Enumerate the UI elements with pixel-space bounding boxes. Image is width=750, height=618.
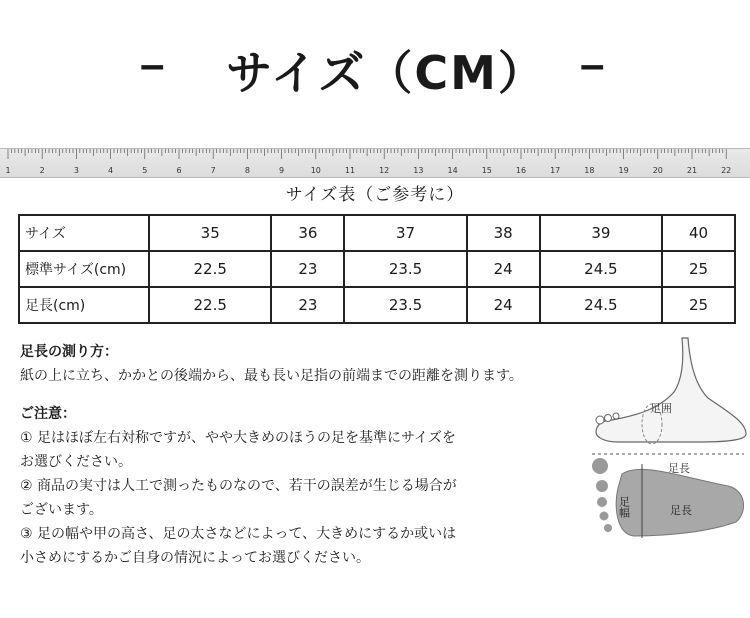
foot-diagram <box>578 336 750 596</box>
table-row <box>19 215 735 251</box>
table-cell: 24 <box>467 251 540 287</box>
ruler-tick-label: 10 <box>310 166 321 175</box>
ruler-tick-label: 21 <box>686 166 698 175</box>
ruler-tick-label: 16 <box>515 166 527 175</box>
ruler-tick-label: 8 <box>244 166 250 175</box>
ruler-tick-label: 15 <box>481 166 492 175</box>
ruler-tick-label: 14 <box>447 166 458 175</box>
note-line: ② 商品の実寸は人工で測ったものなので、若干の誤差が生じる場合が <box>20 478 457 494</box>
measure-text: 紙の上に立ち、かかとの後端から、最も長い足指の前端までの距離を測ります。 <box>20 368 523 384</box>
ruler-tick-label: 11 <box>344 166 356 175</box>
table-cell: 23 <box>271 251 344 287</box>
title-dash-right: – <box>580 40 605 89</box>
table-row <box>19 287 735 323</box>
table-cell: 35 <box>149 215 271 251</box>
table-cell: 22.5 <box>149 251 271 287</box>
table-cell: 39 <box>540 215 662 251</box>
table-cell: 23.5 <box>344 251 466 287</box>
ruler-tick-label: 19 <box>618 166 629 175</box>
table-cell: 23.5 <box>344 287 466 323</box>
title-dash-left: – <box>140 40 165 89</box>
foot-side-outline <box>596 338 746 442</box>
table-caption: サイズ表（ご参考に） <box>285 185 465 205</box>
page-title: サイズ（CM） <box>226 46 546 100</box>
row-header: サイズ <box>19 215 149 251</box>
ruler-tick-label: 9 <box>279 166 285 175</box>
table-row <box>19 251 735 287</box>
length-label-bottom: 足長 <box>670 504 692 517</box>
note-line: 小さめにするかご自身の情況によってお選びください。 <box>20 550 370 566</box>
length-label-top: 足長 <box>668 462 690 475</box>
foot-measurement-figure <box>578 336 750 596</box>
measure-heading: 足長の測り方： <box>20 344 118 360</box>
page-header <box>0 30 750 110</box>
table-cell: 25 <box>662 251 735 287</box>
table-cell: 22.5 <box>149 287 271 323</box>
ruler-tick-label: 22 <box>721 166 732 175</box>
size-table <box>18 214 736 324</box>
ruler-tick-label: 6 <box>176 166 182 175</box>
note-line: ございます。 <box>20 502 103 518</box>
foot-sole-shape <box>616 469 743 536</box>
row-header: 標準サイズ(cm) <box>19 251 149 287</box>
ruler-tick-label: 18 <box>584 166 595 175</box>
ruler-tick-label: 4 <box>108 166 114 175</box>
ruler-tick-label: 1 <box>5 166 11 175</box>
ruler-tick-label: 3 <box>73 166 79 175</box>
table-cell: 25 <box>662 287 735 323</box>
width-label: 足幅 <box>617 496 631 518</box>
ruler <box>0 148 750 178</box>
notes-heading: ご注意： <box>20 406 76 422</box>
ruler-tick-label: 2 <box>39 166 45 175</box>
ruler-tick-label: 20 <box>652 166 663 175</box>
ruler-tick-label: 17 <box>550 166 561 175</box>
table-cell: 24 <box>467 287 540 323</box>
ruler-tick-label: 7 <box>210 166 216 175</box>
ruler-scale <box>0 149 750 179</box>
table-cell: 23 <box>271 287 344 323</box>
note-line: ① 足はほぼ左右対称ですが、やや大きめのほうの足を基準にサイズを <box>20 430 456 446</box>
table-cell: 24.5 <box>540 287 662 323</box>
ruler-tick-label: 12 <box>379 166 390 175</box>
instructions <box>20 340 640 570</box>
table-cell: 38 <box>467 215 540 251</box>
table-cell: 37 <box>344 215 466 251</box>
ruler-tick-label: 13 <box>413 166 424 175</box>
row-header: 足長(cm) <box>19 287 149 323</box>
ruler-tick-label: 5 <box>142 166 148 175</box>
girth-label: 足囲 <box>650 402 672 415</box>
table-cell: 40 <box>662 215 735 251</box>
note-line: お選びください。 <box>20 454 132 470</box>
table-cell: 24.5 <box>540 251 662 287</box>
note-line: ③ 足の幅や甲の高さ、足の太さなどによって、大きめにするか或いは <box>20 526 457 542</box>
table-cell: 36 <box>271 215 344 251</box>
